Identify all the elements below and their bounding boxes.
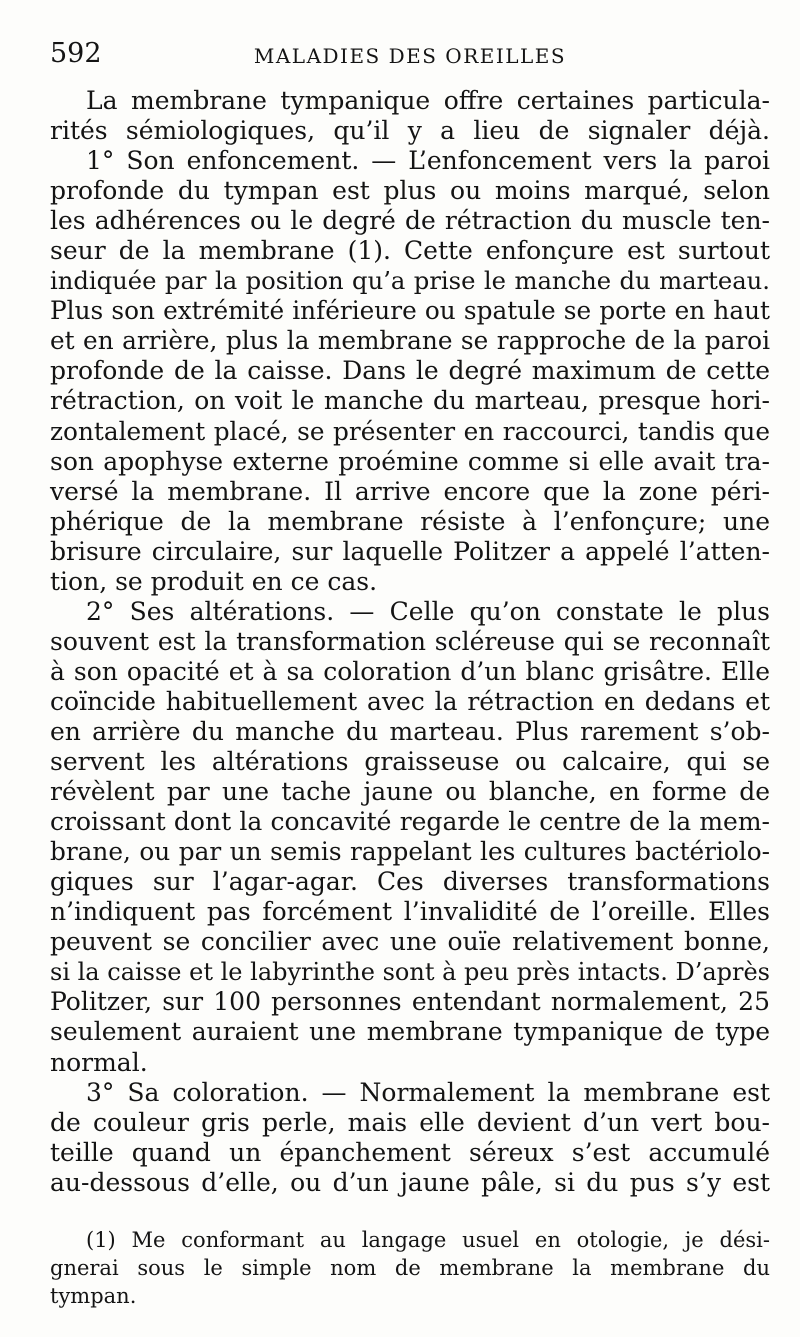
text-line: croissant dont la concavité regarde le centre de la mem- [50,807,770,837]
text-line: indiquée par la position qu’a prise le manche du marteau. [50,266,770,296]
text-line: 3° Sa coloration. — Normalement la membrane est [86,1077,770,1107]
text-line: révèlent par une tache jaune ou blanche, en forme de [50,777,770,807]
text-line: les adhérences ou le degré de rétraction du muscle ten- [50,206,770,236]
text-line: La membrane tympanique offre certaines particula- [86,86,770,115]
text-line: zontalement placé, se présenter en raccourci, tandis que [50,416,770,446]
text-line: brane, ou par un semis rappelant les cultures bactériolo- [50,837,770,867]
text-line: au-dessous d’elle, ou d’un jaune pâle, si du pus s’y est [50,1167,770,1197]
footnote [50,1226,770,1310]
text-line: rétraction, on voit le manche du marteau, presque hori- [50,386,770,416]
text-line: servent les altérations graisseuse ou calcaire, qui se [50,747,770,777]
body-text [50,86,770,1198]
text-line: profonde du tympan est plus ou moins marqué, selon [50,176,770,206]
text-line: à son opacité et à sa coloration d’un blanc grisâtre. Elle [50,656,770,686]
text-line: seur de la membrane (1). Cette enfonçure est surtout [50,236,770,266]
text-line: peuvent se concilier avec une ouïe relativement bonne, [50,927,770,957]
footnote-line: (1) Me conformant au langage usuel en otologie, je dési- [86,1228,770,1252]
text-line: phérique de la membrane résiste à l’enfonçure; une [50,506,770,536]
text-line: seulement auraient une membrane tympanique de type [50,1017,770,1047]
text-line: et en arrière, plus la membrane se rapproche de la paroi [50,326,770,356]
page-number: 592 [50,38,102,69]
footnote-line: tympan. [50,1284,137,1308]
text-line: profonde de la caisse. Dans le degré maximum de cette [50,356,770,386]
text-line: son apophyse externe proémine comme si elle avait tra- [50,446,770,476]
text-line: en arrière du manche du marteau. Plus rarement s’ob- [50,716,770,746]
text-line: souvent est la transformation scléreuse qui se reconnaît [50,626,770,656]
page-header [50,36,770,72]
running-title: MALADIES DES OREILLES [253,44,567,68]
text-line: rités sémiologiques, qu’il y a lieu de signaler déjà. [50,116,770,146]
text-line: coïncide habituellement avec la rétraction en dedans et [50,686,770,716]
text-line: de couleur gris perle, mais elle devient d’un vert bou- [50,1107,770,1137]
text-line: normal. [50,1047,148,1077]
text-line: giques sur l’agar-agar. Ces diverses transformations [50,867,770,897]
text-line: teille quand un épanchement séreux s’est accumulé [50,1137,770,1167]
text-line: Politzer, sur 100 personnes entendant normalement, 25 [50,987,770,1017]
text-line: brisure circulaire, sur laquelle Politzer a appelé l’atten- [50,536,770,566]
footnote-line: gnerai sous le simple nom de membrane la membrane du [50,1256,770,1280]
text-line: Plus son extrémité inférieure ou spatule se porte en haut [50,296,770,326]
text-line: si la caisse et le labyrinthe sont à peu près intacts. D’après [50,958,770,987]
text-line: n’indiquent pas forcément l’invalidité de l’oreille. Elles [50,897,770,927]
text-line: tion, se produit en ce cas. [50,566,378,596]
text-line: 2° Ses altérations. — Celle qu’on constate le plus [86,596,770,626]
text-line: versé la membrane. Il arrive encore que la zone péri- [50,476,770,506]
text-line: 1° Son enfoncement. — L’enfoncement vers la paroi [86,146,770,176]
